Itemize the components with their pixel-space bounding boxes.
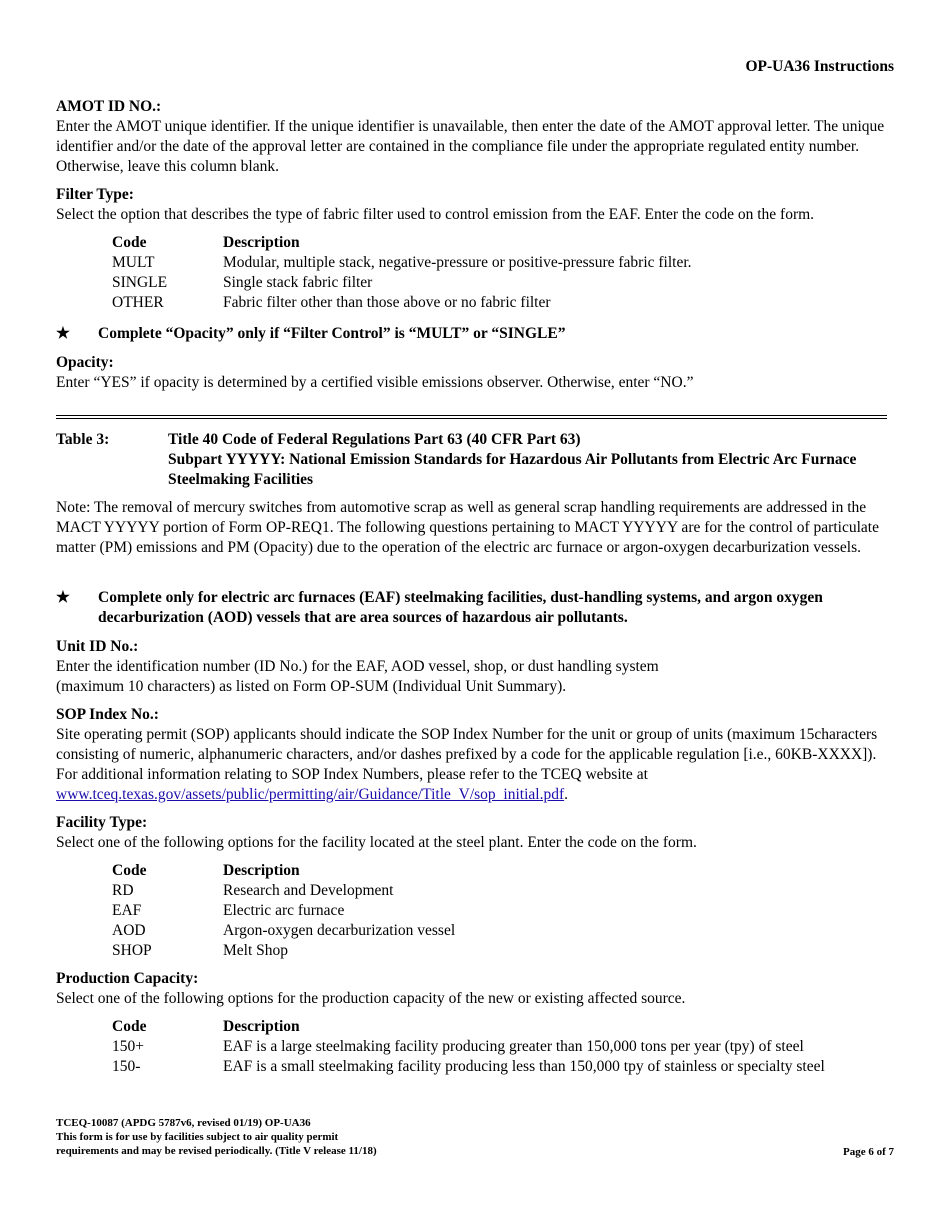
code-table-header — [112, 1017, 902, 1037]
description-cell: Single stack fabric filter — [223, 274, 373, 291]
page-number: Page 6 of 7 — [842, 1146, 894, 1158]
sop-index-period: . — [564, 786, 568, 803]
table-3-label: Table 3: — [56, 431, 110, 448]
form-footer — [56, 1116, 377, 1158]
amot-text: Enter the AMOT unique identifier. If the unique identifier is unavailable, then enter the date of the AMOT approval letter. The unique identifier and/or the date of the approval letter are contained in the compliance file under the appropriate regulated entity number. Otherwise, leave this column blank. — [56, 118, 885, 175]
opacity-text: Enter “YES” if opacity is determined by a certified visible emissions observer. Otherwise, enter “NO.” — [56, 374, 694, 391]
unit-id-section — [56, 637, 894, 697]
description-cell: Modular, multiple stack, negative-pressure or positive-pressure fabric filter. — [223, 254, 692, 271]
opacity-heading: Opacity: — [56, 354, 114, 371]
sop-index-heading: SOP Index No.: — [56, 706, 159, 723]
code-row — [112, 273, 902, 293]
code-row — [112, 921, 902, 941]
table-3-line-2: Subpart YYYYY: National Emission Standards for Hazardous Air Pollutants from Electric Arc Furnace Steelmaking Facilities — [168, 451, 857, 488]
description-column-header: Description — [223, 1018, 300, 1035]
unit-id-line-2: (maximum 10 characters) as listed on Form OP-SUM (Individual Unit Summary). — [56, 678, 567, 695]
unit-id-heading: Unit ID No.: — [56, 638, 139, 655]
description-cell: Argon-oxygen decarburization vessel — [223, 922, 456, 939]
production-capacity-text: Select one of the following options for the production capacity of the new or existing affected source. — [56, 990, 686, 1007]
note-section — [56, 498, 894, 558]
production-capacity-code-table — [112, 1017, 902, 1077]
footer-usage-line: This form is for use by facilities subject to air quality permit — [56, 1131, 339, 1143]
code-table-header — [112, 233, 902, 253]
production-capacity-section — [56, 969, 894, 1009]
sop-index-text — [56, 725, 894, 805]
amot-section — [56, 97, 894, 177]
code-table-header — [112, 861, 902, 881]
code-column-header: Code — [112, 862, 147, 879]
code-cell: AOD — [112, 922, 146, 939]
section-divider — [56, 415, 887, 419]
star-icon: ★ — [56, 589, 70, 606]
facility-type-heading: Facility Type: — [56, 814, 148, 831]
code-row — [112, 1037, 902, 1057]
filter-type-section — [56, 185, 894, 225]
opacity-instruction-text: Complete “Opacity” only if “Filter Control” is “MULT” or “SINGLE” — [98, 325, 566, 342]
code-row — [112, 293, 902, 313]
description-cell: Electric arc furnace — [223, 902, 345, 919]
amot-heading: AMOT ID NO.: — [56, 98, 162, 115]
code-cell: MULT — [112, 254, 155, 271]
code-row — [112, 253, 902, 273]
footer-revision-line: requirements and may be revised periodically. (Title V release 11/18) — [56, 1145, 377, 1157]
eaf-applicability-note — [56, 588, 894, 628]
sop-guidance-link[interactable]: www.tceq.texas.gov/assets/public/permitting/air/Guidance/Title_V/sop_initial.pdf — [56, 786, 565, 803]
table-3-line-1: Title 40 Code of Federal Regulations Part 63 (40 CFR Part 63) — [168, 431, 581, 448]
code-cell: RD — [112, 882, 134, 899]
code-column-header: Code — [112, 1018, 147, 1035]
unit-id-line-1: Enter the identification number (ID No.) for the EAF, AOD vessel, shop, or dust handling system — [56, 658, 659, 675]
opacity-section — [56, 353, 894, 393]
facility-type-text: Select one of the following options for the facility located at the steel plant. Enter the code on the form. — [56, 834, 697, 851]
description-column-header: Description — [223, 862, 300, 879]
description-cell: Fabric filter other than those above or no fabric filter — [223, 294, 551, 311]
production-capacity-heading: Production Capacity: — [56, 970, 199, 987]
sop-index-body: Site operating permit (SOP) applicants should indicate the SOP Index Number for the unit or group of units (maximum 15characters consisting of numeric, alphanumeric characters, and/or dashes prefixed by a code for the applicable regulation [i.e., 60KB-XXXX]). For additional information relating to SOP Index Numbers, please refer to the TCEQ website at — [56, 726, 878, 783]
filter-type-heading: Filter Type: — [56, 186, 134, 203]
code-cell: OTHER — [112, 294, 164, 311]
footer-form-id: TCEQ-10087 (APDG 5787v6, revised 01/19) OP-UA36 — [56, 1117, 311, 1129]
facility-type-section — [56, 813, 894, 853]
code-row — [112, 941, 902, 961]
facility-type-code-table — [112, 861, 902, 961]
code-column-header: Code — [112, 234, 147, 251]
sop-index-section — [56, 705, 894, 805]
code-row — [112, 1057, 902, 1077]
description-column-header: Description — [223, 234, 300, 251]
code-cell: 150+ — [112, 1038, 144, 1055]
description-cell: EAF is a large steelmaking facility producing greater than 150,000 tons per year (tpy) of steel — [223, 1038, 804, 1055]
code-cell: SINGLE — [112, 274, 168, 291]
eaf-applicability-text: Complete only for electric arc furnaces (EAF) steelmaking facilities, dust-handling systems, and argon oxygen decarburization (AOD) vessels that are area sources of hazardous air pollutants. — [98, 589, 823, 626]
code-row — [112, 881, 902, 901]
code-cell: 150- — [112, 1058, 141, 1075]
description-cell: Research and Development — [223, 882, 394, 899]
description-cell: EAF is a small steelmaking facility producing less than 150,000 tpy of stainless or specialty steel — [223, 1058, 825, 1075]
note-text: Note: The removal of mercury switches from automotive scrap as well as general scrap handling requirements are addressed in the MACT YYYYY portion of Form OP-REQ1. The following questions pertaining to MACT YYYYY are for the control of particulate matter (PM) emissions and PM (Opacity) due to the operation of the electric arc furnace or argon-oxygen decarburization vessels. — [56, 499, 879, 556]
opacity-instruction-note — [56, 324, 894, 344]
code-cell: SHOP — [112, 942, 152, 959]
table-3-title — [56, 430, 894, 490]
description-cell: Melt Shop — [223, 942, 289, 959]
filter-type-code-table — [112, 233, 902, 313]
page-header-title: OP-UA36 Instructions — [745, 58, 894, 75]
code-cell: EAF — [112, 902, 142, 919]
filter-type-text: Select the option that describes the type of fabric filter used to control emission from the EAF. Enter the code on the form. — [56, 206, 815, 223]
code-row — [112, 901, 902, 921]
star-icon: ★ — [56, 325, 70, 342]
